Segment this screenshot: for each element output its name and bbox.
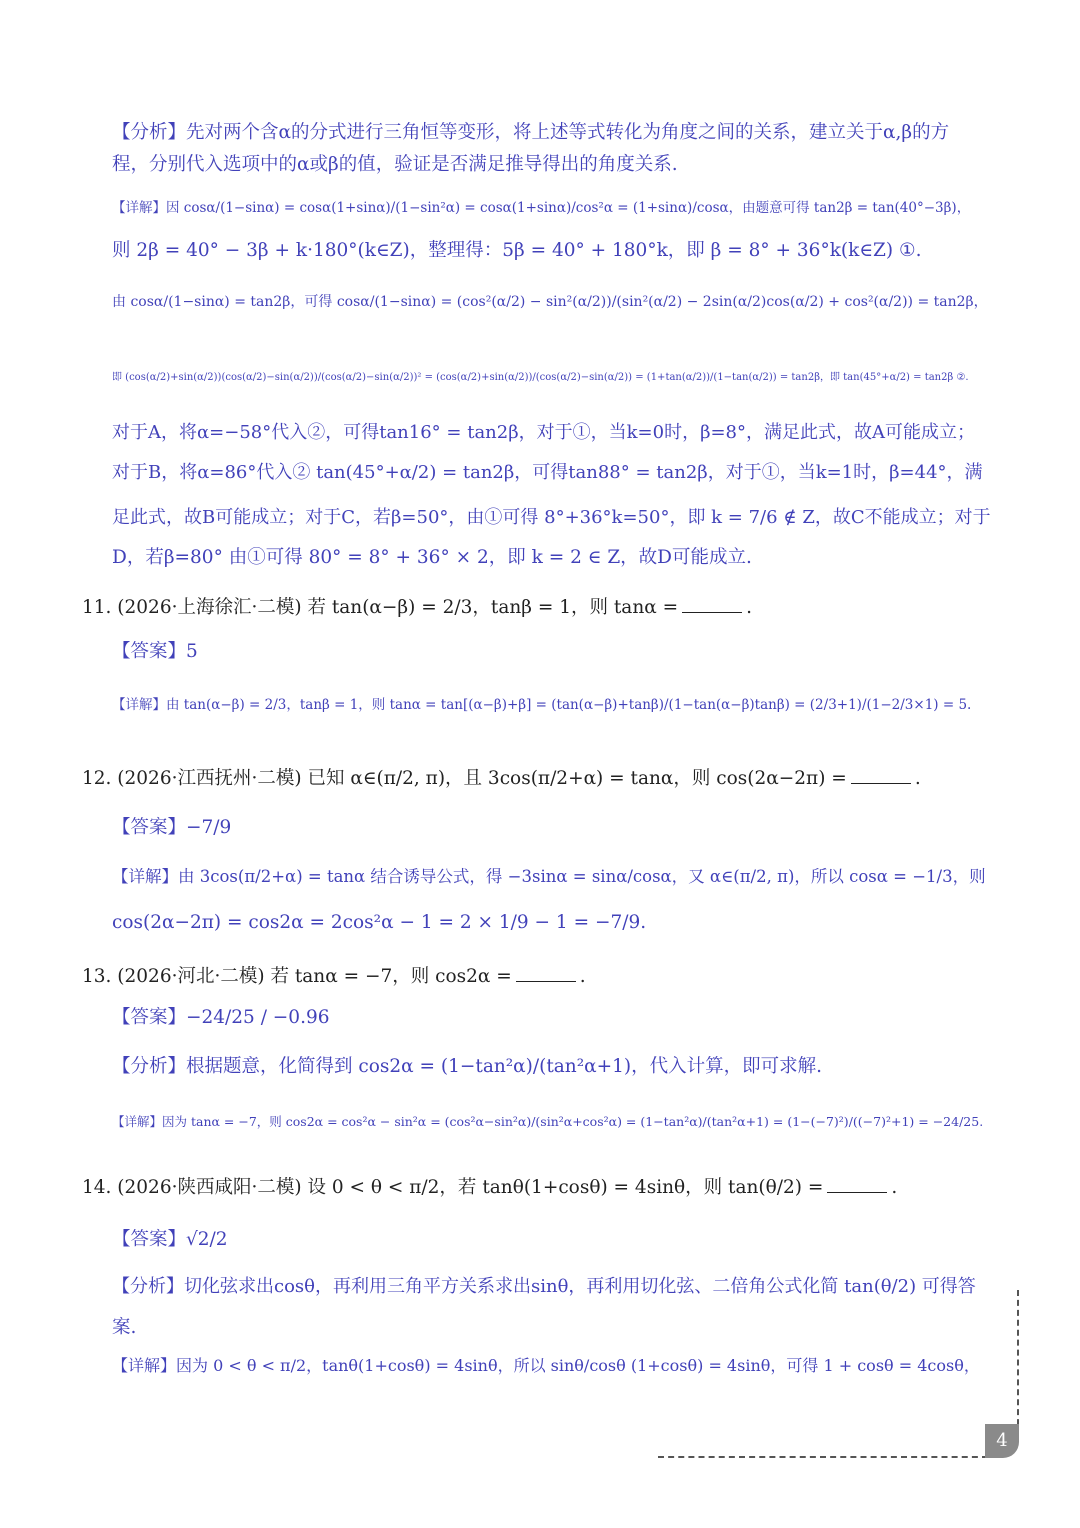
question-14-stem: 14. (2026·陕西咸阳·二模) 设 0 < θ < π/2，若 tanθ(1+cosθ) = 4sinθ，则 tan(θ/2) = . [82, 1177, 898, 1198]
question-13-detail: 【详解】因为 tanα = −7，则 cos2α = cos²α − sin²α = (cos²α−sin²α)/(sin²α+cos²α) = (1−tan²α)/(tan²α+1) = (1−(−7)²)/((−7)²+1) = −24/25. [112, 1114, 984, 1129]
question-11-detail: 【详解】由 tan(α−β) = 2/3，tanβ = 1，则 tanα = tan[(α−β)+β] = (tan(α−β)+tanβ)/(1−tan(α−β)tanβ) = (2/3+1)/(1−2/3×1) = 5. [112, 697, 972, 713]
question-14-analysis-2: 案. [112, 1317, 137, 1338]
answer-blank-13 [516, 981, 576, 982]
question-14-text: 14. (2026·陕西咸阳·二模) 设 0 < θ < π/2，若 tanθ(1+cosθ) = 4sinθ，则 tan(θ/2) = [82, 1177, 824, 1198]
page-border-dash-horizontal [658, 1456, 988, 1458]
answer-blank-11 [682, 612, 742, 613]
detail-line-2: 则 2β = 40° − 3β + k·180°(k∈Z)，整理得：5β = 40° + 180°k，即 β = 8° + 36°k(k∈Z) ①. [112, 240, 922, 261]
question-13-text: 13. (2026·河北·二模) 若 tanα = −7，则 cos2α = [82, 966, 512, 987]
detail-line-3: 由 cosα/(1−sinα) = tan2β，可得 cosα/(1−sinα) = (cos²(α/2) − sin²(α/2))/(sin²(α/2) − 2sin(α/2)cos(α/2) + cos²(α/2)) = tan2β， [112, 294, 988, 310]
page-number: 4 [985, 1424, 1019, 1458]
detail-line-6: 对于B，将α=86°代入② tan(45°+α/2) = tan2β，可得tan88° = tan2β，对于①，当k=1时，β=44°，满 [112, 462, 983, 483]
detail-line-1: 【详解】因 cosα/(1−sinα) = cosα(1+sinα)/(1−sin²α) = cosα(1+sinα)/cos²α = (1+sinα)/cosα，由题意可得 tan2β = tan(40°−3β)， [112, 200, 971, 216]
question-13-stem: 13. (2026·河北·二模) 若 tanα = −7，则 cos2α = . [82, 966, 586, 987]
question-13-analysis: 【分析】根据题意，化简得到 cos2α = (1−tan²α)/(tan²α+1)，代入计算，即可求解. [112, 1056, 823, 1077]
question-12-detail-2: cos(2α−2π) = cos2α = 2cos²α − 1 = 2 × 1/9 − 1 = −7/9. [112, 912, 647, 933]
page-border-dash-vertical [1017, 1290, 1019, 1435]
question-14-detail: 【详解】因为 0 < θ < π/2，tanθ(1+cosθ) = 4sinθ，所以 sinθ/cosθ (1+cosθ) = 4sinθ，可得 1 + cosθ = 4cosθ， [112, 1356, 980, 1375]
analysis-line-2: 程，分别代入选项中的α或β的值，验证是否满足推导得出的角度关系. [112, 154, 678, 175]
question-11-stem: 11. (2026·上海徐汇·二模) 若 tan(α−β) = 2/3，tanβ = 1，则 tanα = . [82, 597, 753, 618]
detail-line-7: 足此式，故B可能成立；对于C，若β=50°，由①可得 8°+36°k=50°，即 k = 7/6 ∉ Z，故C不能成立；对于 [112, 507, 991, 528]
question-14-answer: 【答案】√2/2 [112, 1229, 228, 1250]
question-12-detail-1: 【详解】由 3cos(π/2+α) = tanα 结合诱导公式，得 −3sinα = sinα/cosα，又 α∈(π/2, π)，所以 cosα = −1/3，则 [112, 867, 986, 886]
question-11-text: 11. (2026·上海徐汇·二模) 若 tan(α−β) = 2/3，tanβ = 1，则 tanα = [82, 597, 679, 618]
detail-line-4: 即 (cos(α/2)+sin(α/2))(cos(α/2)−sin(α/2))/(cos(α/2)−sin(α/2))² = (cos(α/2)+sin(α/2))/(cos(α/2)−sin(α/2)) = (1+tan(α/2))/(1−tan(α/2)) = tan2β，即 tan(45°+α/2) = tan2β ②. [112, 372, 969, 383]
analysis-line-1: 【分析】先对两个含α的分式进行三角恒等变形，将上述等式转化为角度之间的关系，建立关于α,β的方 [112, 122, 950, 143]
question-14-analysis-1: 【分析】切化弦求出cosθ，再利用三角平方关系求出sinθ，再利用切化弦、二倍角公式化简 tan(θ/2) 可得答 [112, 1276, 976, 1297]
question-12-answer: 【答案】−7/9 [112, 817, 232, 838]
question-12-text: 12. (2026·江西抚州·二模) 已知 α∈(π/2, π)，且 3cos(π/2+α) = tanα，则 cos(2α−2π) = [82, 768, 847, 789]
answer-blank-14 [827, 1192, 887, 1193]
question-11-answer: 【答案】5 [112, 641, 198, 662]
question-13-answer: 【答案】−24/25 / −0.96 [112, 1007, 330, 1028]
question-12-stem: 12. (2026·江西抚州·二模) 已知 α∈(π/2, π)，且 3cos(π/2+α) = tanα，则 cos(2α−2π) = . [82, 768, 921, 789]
detail-line-5: 对于A，将α=−58°代入②，可得tan16° = tan2β，对于①，当k=0时，β=8°，满足此式，故A可能成立； [112, 422, 976, 443]
answer-blank-12 [851, 783, 911, 784]
detail-line-8: D，若β=80° 由①可得 80° = 8° + 36° × 2，即 k = 2 ∈ Z，故D可能成立. [112, 547, 752, 568]
